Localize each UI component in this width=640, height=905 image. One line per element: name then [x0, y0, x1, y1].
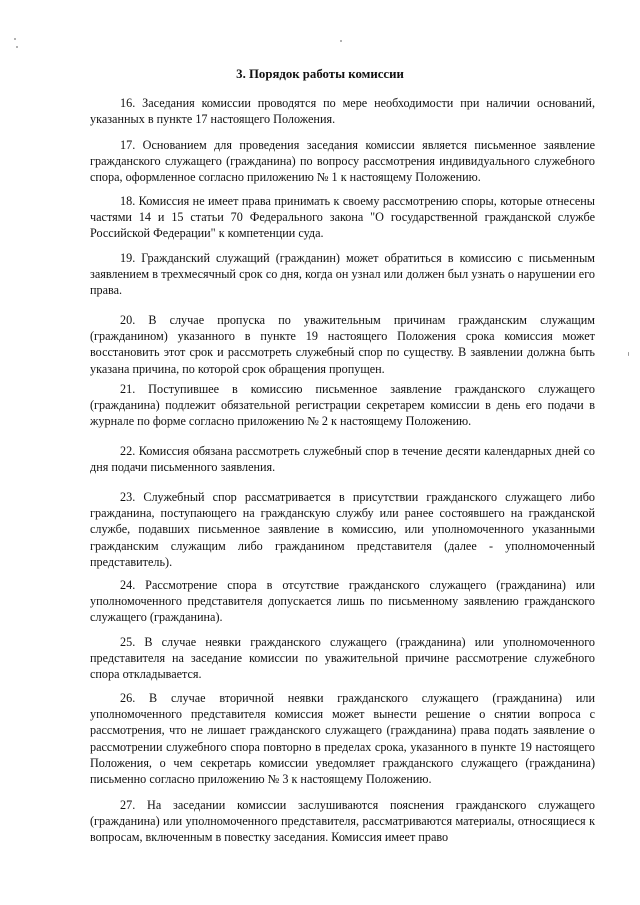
- paragraph-20: 20. В случае пропуска по уважительным причинам гражданским служащим (гражданином) указанного в пункте 19 настоящего Положения срока комиссия может восстановить этот срок и рассмотреть служебный спор по существу. В заявлении должна быть указана причина, по которой срок обращения пропущен.: [90, 313, 595, 376]
- paragraph-25: 25. В случае неявки гражданского служащего (гражданина) или уполномоченного представителя на заседание комиссии по уважительной причине рассмотрение служебного спора откладывается.: [90, 635, 595, 682]
- scan-speck: [14, 38, 16, 40]
- paragraph-22: 22. Комиссия обязана рассмотреть служебный спор в течение десяти календарных дней со дня подачи письменного заявления.: [90, 444, 595, 475]
- paragraph-23: 23. Служебный спор рассматривается в присутствии гражданского служащего либо гражданина, поступающего на гражданскую службу или ранее состоявшего на гражданской службе, подавших письменное заявление в комиссию, или уполномоченного указанными гражданским служащим либо гражданином представителя (далее - уполномоченный представитель).: [90, 490, 595, 569]
- scan-speck: [340, 40, 342, 42]
- scan-speck: [16, 46, 18, 48]
- paragraph-21: 21. Поступившее в комиссию письменное заявление гражданского служащего (гражданина) подлежит обязательной регистрации секретарем комиссии в день его подачи в журнале по форме согласно приложению № 2 к настоящему Положению.: [90, 382, 595, 429]
- paragraph-17: 17. Основанием для проведения заседания комиссии является письменное заявление гражданского служащего (гражданина) по вопросу рассмотрения индивидуального служебного спора, оформленное согласно приложению № 1 к настоящему Положению.: [90, 138, 595, 185]
- paragraph-24: 24. Рассмотрение спора в отсутствие гражданского служащего (гражданина) или уполномоченного представителя допускается лишь по письменному заявлению гражданского служащего (гражданина).: [90, 578, 595, 625]
- paragraph-18: 18. Комиссия не имеет права принимать к своему рассмотрению споры, которые отнесены частями 14 и 15 статьи 70 Федерального закона "О государственной гражданской службе Российской Федерации" к компетенции суда.: [90, 194, 595, 241]
- paragraph-26: 26. В случае вторичной неявки гражданского служащего (гражданина) или уполномоченного представителя комиссия может вынести решение о снятии вопроса с рассмотрения, что не лишает гражданского служащего (гражданина) права подать заявление о рассмотрении служебного спора повторно в пределах срока, указанного в пункте 19 настоящего Положения, о чем секретарь комиссии уведомляет гражданского служащего (гражданина) письменно согласно приложению № 3 к настоящему Положению.: [90, 691, 595, 787]
- section-heading: 3. Порядок работы комиссии: [236, 67, 404, 81]
- paragraph-16: 16. Заседания комиссии проводятся по мере необходимости при наличии оснований, указанных в пункте 17 настоящего Положения.: [90, 96, 595, 127]
- paragraph-27: 27. На заседании комиссии заслушиваются пояснения гражданского служащего (гражданина) или уполномоченного представителя, рассматриваются материалы, относящиеся к вопросам, включенным в повестку заседания. Комиссия имеет право: [90, 798, 595, 845]
- scan-speck: [628, 352, 629, 356]
- paragraph-19: 19. Гражданский служащий (гражданин) может обратиться в комиссию с письменным заявлением в трехмесячный срок со дня, когда он узнал или должен был узнать о нарушении его права.: [90, 251, 595, 298]
